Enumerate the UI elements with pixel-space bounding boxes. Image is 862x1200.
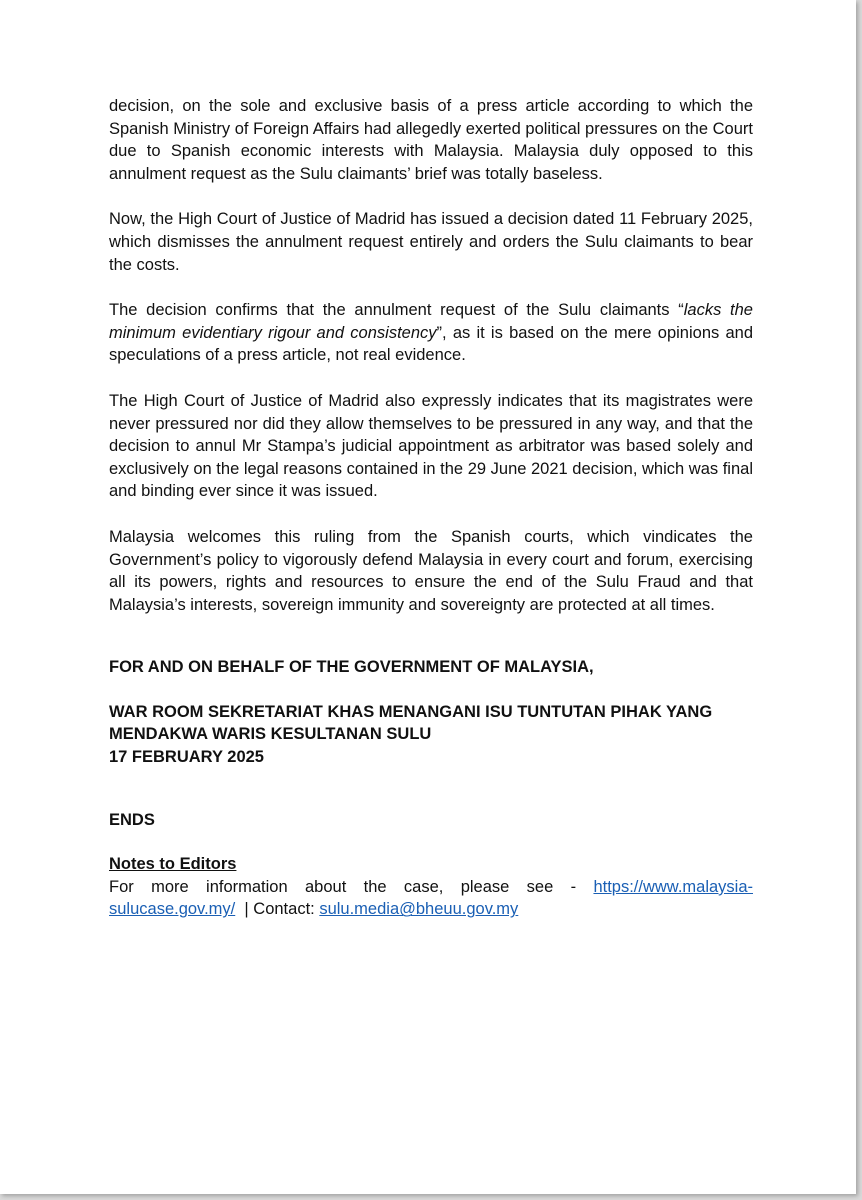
paragraph-decision-confirms (109, 299, 753, 367)
signoff-war-room-line2: MENDAKWA WARIS KESULTANAN SULU (109, 725, 432, 744)
contact-email-link[interactable]: sulu.media@bheuu.gov.my (319, 900, 519, 919)
signoff-block (109, 701, 753, 769)
ends-marker: ENDS (109, 810, 155, 829)
document-body (109, 95, 753, 921)
paragraph-court-decision: Now, the High Court of Justice of Madrid has issued a decision dated 11 February 2025, which dismisses the annulment request entirely and orders the Sulu claimants to bear the costs. (109, 210, 753, 274)
case-website-link[interactable]: https://www.malaysia-sulucase.gov.my/ (109, 877, 753, 919)
notes-heading: Notes to Editors (109, 855, 237, 874)
notes-body (109, 876, 753, 921)
signoff-war-room-line1: WAR ROOM SEKRETARIAT KHAS MENANGANI ISU TUNTUTAN PIHAK YANG (109, 702, 713, 721)
signoff-behalf: FOR AND ON BEHALF OF THE GOVERNMENT OF MALAYSIA, (109, 658, 594, 677)
paragraph-magistrates: The High Court of Justice of Madrid also expressly indicates that its magistrates were never pressured nor did they allow themselves to be pressured in any way, and that the decision to annul Mr Stampa’s judicial appointment as arbitrator was based solely and exclusively on the legal reasons contained in the 29 June 2021 decision, which was final and binding ever since it was issued. (109, 391, 753, 501)
paragraph-malaysia-welcomes: Malaysia welcomes this ruling from the Spanish courts, which vindicates the Government’s policy to vigorously defend Malaysia in every court and forum, exercising all its powers, rights and resources to ensure the end of the Sulu Fraud and that Malaysia’s interests, sovereign immunity and sovereignty are protected at all times. (109, 527, 753, 614)
paragraph-text: ”, as it is based on the mere opinions and speculations of a press article, not real evidence. (109, 323, 753, 365)
paragraph-annulment-background: decision, on the sole and exclusive basis of a press article according to which the Spanish Ministry of Foreign Affairs had allegedly exerted political pressures on the Court due to Spanish economic interests with Malaysia. Malaysia duly opposed to this annulment request as the Sulu claimants’ brief was totally baseless. (109, 97, 753, 183)
notes-intro: For more information about the case, please see - (109, 877, 594, 896)
notes-separator: | Contact: (235, 900, 320, 919)
signoff-date: 17 FEBRUARY 2025 (109, 748, 264, 767)
paragraph-text: The decision confirms that the annulment request of the Sulu claimants “ (109, 301, 684, 320)
quoted-ruling: lacks the minimum evidentiary rigour and consistency (109, 301, 753, 342)
